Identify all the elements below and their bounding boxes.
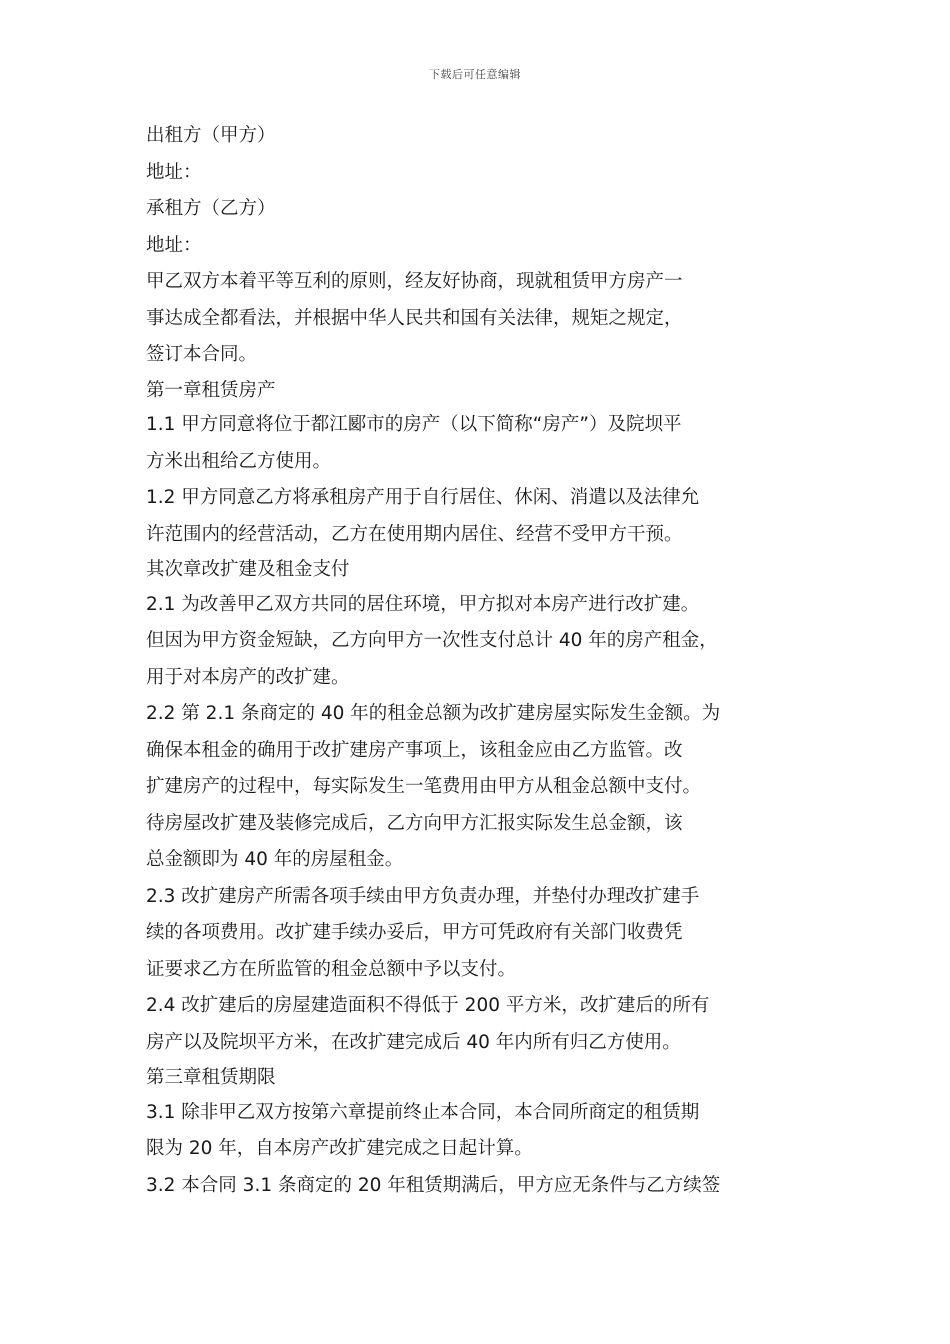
clause-line: 2.3 改扩建房产所需各项手续由甲方负责办理，并垫付办理改扩建手 [146,885,700,907]
contract-body [146,118,816,1204]
clause-line: 扩建房产的过程中，每实际发生一笔费用由甲方从租金总额中支付。 [146,776,702,797]
clause-line: 确保本租金的确用于改扩建房产事项上，该租金应由乙方监管。改 [146,739,683,761]
clause-line: 2.1 为改善甲乙双方共同的居住环境，甲方拟对本房产进行改扩建。 [146,593,700,615]
party-b-label: 承租方（乙方） [146,198,276,219]
clause-line: 3.1 除非甲乙双方按第六章提前终止本合同，本合同所商定的租赁期 [146,1101,700,1123]
preamble-line: 事达成全都看法，并根据中华人民共和国有关法律，规矩之规定， [146,307,683,329]
clause-line: 房产以及院坝平方米，在改扩建完成后 40 年内所有归乙方使用。 [146,1031,681,1053]
clause-line: 证要求乙方在所监管的租金总额中予以支付。 [146,958,517,980]
chapter-1-heading: 第一章租赁房产 [146,379,276,401]
clause-line: 续的各项费用。改扩建手续办妥后，甲方可凭政府有关部门收费凭 [146,922,683,943]
party-a-address: 地址： [146,161,202,183]
clause-line: 用于对本房产的改扩建。 [146,666,350,688]
preamble-line: 签订本合同。 [146,344,258,365]
party-a-label: 出租方（甲方） [146,125,276,146]
chapter-3-heading: 第三章租赁期限 [146,1067,276,1088]
preamble-line: 甲乙双方本着平等互利的原则，经友好协商，现就租赁甲方房产一 [146,271,683,292]
clause-line: 但因为甲方资金短缺，乙方向甲方一次性支付总计 40 年的房产租金， [146,630,718,651]
clause-line: 待房屋改扩建及装修完成后，乙方向甲方汇报实际发生总金额，该 [146,812,683,834]
clause-line: 总金额即为 40 年的房屋租金。 [146,849,404,870]
clause-line: 许范围内的经营活动，乙方在使用期内居住、经营不受甲方干预。 [146,523,683,545]
clause-line: 2.2 第 2.1 条商定的 40 年的租金总额为改扩建房屋实际发生金额。为 [146,703,721,724]
clause-line: 限为 20 年，自本房产改扩建完成之日起计算。 [146,1138,533,1159]
page-header: 下载后可任意编辑 [429,68,521,81]
party-b-address: 地址： [146,234,202,256]
clause-line: 方米出租给乙方使用。 [146,450,332,472]
clause-line: 3.2 本合同 3.1 条商定的 20 年租赁期满后，甲方应无条件与乙方续签 [146,1174,721,1196]
clause-line: 2.4 改扩建后的房屋建造面积不得低于 200 平方米，改扩建后的所有 [146,995,710,1016]
clause-line: 1.2 甲方同意乙方将承租房产用于自行居住、休闲、消遣以及法律允 [146,487,700,508]
clause-line: 1.1 甲方同意将位于都江郾市的房产（以下简称“房产”）及院坝平 [146,414,682,435]
chapter-2-heading: 其次章改扩建及租金支付 [146,559,350,580]
